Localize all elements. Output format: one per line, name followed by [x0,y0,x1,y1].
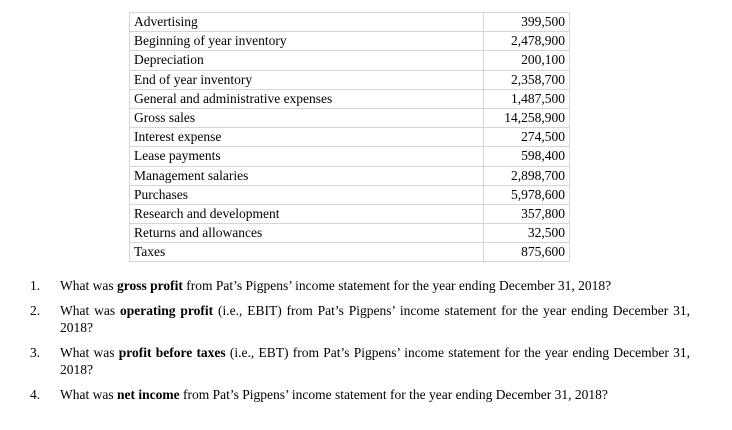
table-row [130,166,570,185]
row-value: 2,358,700 [484,70,570,89]
question-text [60,302,690,336]
row-value: 2,898,700 [484,166,570,185]
row-label: Management salaries [130,166,484,185]
question-text [60,344,690,378]
question-item [30,277,690,294]
table-row [130,51,570,70]
question-text-before: What was [60,278,117,293]
table-row [130,204,570,223]
question-text-after: from Pat’s Pigpens’ income statement for the year ending December 31, 2018? [182,278,612,293]
row-value: 875,600 [484,243,570,262]
row-label: Taxes [130,243,484,262]
row-value: 399,500 [484,13,570,32]
question-text-after: from Pat’s Pigpens’ income statement for the year ending December 31, 2018? [179,387,608,402]
question-item [30,302,690,336]
row-label: Interest expense [130,128,484,147]
question-text-after: (i.e., EBT) from Pat’s Pigpens’ income statement for the year ending December 31, 2018? [60,345,690,377]
row-label: Advertising [130,13,484,32]
table-row [130,147,570,166]
row-value: 200,100 [484,51,570,70]
table-row [130,243,570,262]
income-data-body [130,13,570,262]
row-value: 14,258,900 [484,108,570,127]
question-key-term: gross profit [116,278,183,293]
question-number: 2. [30,303,41,318]
row-label: Lease payments [130,147,484,166]
question-number: 4. [30,387,41,402]
question-text-before: What was [60,303,120,318]
row-label: Research and development [130,204,484,223]
table-row [130,32,570,51]
row-label: Beginning of year inventory [130,32,484,51]
table-row [130,70,570,89]
question-key-term: profit before taxes [118,345,226,360]
row-value: 357,800 [484,204,570,223]
row-label: Gross sales [130,108,484,127]
question-list [30,277,690,403]
table-row [130,89,570,108]
row-label: Depreciation [130,51,484,70]
row-value: 2,478,900 [484,32,570,51]
table-row [130,185,570,204]
row-label: Purchases [130,185,484,204]
question-item [30,344,690,378]
question-number: 3. [30,345,41,360]
row-label: Returns and allowances [130,224,484,243]
question-key-term: net income [116,387,180,402]
question-text-after: (i.e., EBIT) from Pat’s Pigpens’ income statement for the year ending December 31, 2018? [60,303,691,335]
question-number: 1. [30,278,41,293]
row-label: General and administrative expenses [130,89,484,108]
question-text [60,386,690,403]
row-label: End of year inventory [130,70,484,89]
table-row [130,128,570,147]
question-item [30,386,690,403]
row-value: 274,500 [484,128,570,147]
income-data-table [129,12,570,262]
table-row [130,224,570,243]
question-key-term: operating profit [119,303,214,318]
row-value: 32,500 [484,224,570,243]
row-value: 5,978,600 [484,185,570,204]
table-row [130,13,570,32]
table-row [130,108,570,127]
question-text [60,277,690,294]
row-value: 598,400 [484,147,570,166]
question-text-before: What was [60,387,117,402]
row-value: 1,487,500 [484,89,570,108]
question-text-before: What was [60,345,119,360]
